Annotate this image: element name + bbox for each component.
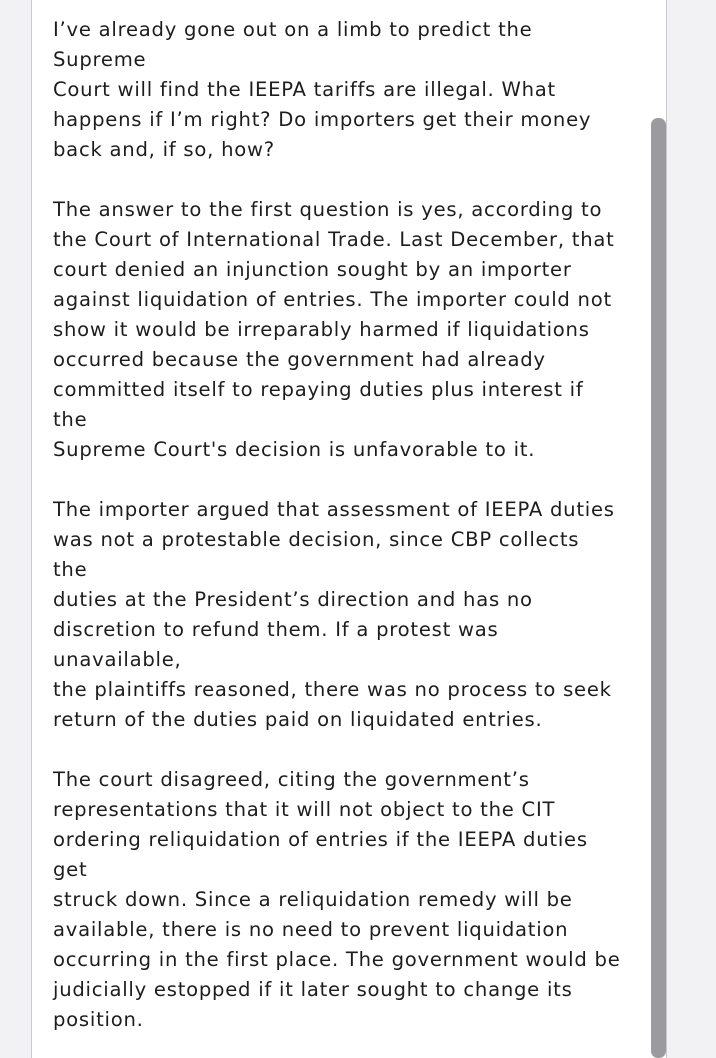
vertical-scrollbar[interactable]: [651, 118, 666, 1058]
document-panel: [31, 0, 667, 1058]
article-text: I’ve already gone out on a limb to predict the Supreme Court will find the IEEPA tariffs are illegal. What happens if I’m right? Do importers get their money back and, if so, how? The answer to the first question is yes, according to the Court of International Trade. Last December, that court denied an injunction sought by an importer against liquidation of entries. The importer could not show it would be irreparably harmed if liquidations occurred because the government had already committed itself to repaying duties plus interest if the Supreme Court's decision is unfavorable to it. The importer argued that assessment of IEEPA duties was not a protestable decision, since CBP collects the duties at the President’s direction and has no discretion to refund them. If a protest was unavailable, the plaintiffs reasoned, there was no process to seek return of the duties paid on liquidated entries. The court disagreed, citing the government’s representations that it will not object to the CIT ordering reliquidation of entries if the IEEPA duties get struck down. Since a reliquidation remedy will be available, there is no need to prevent liquidation occurring in the first place. The government would be judicially estopped if it later sought to change its position.: [53, 18, 621, 1031]
